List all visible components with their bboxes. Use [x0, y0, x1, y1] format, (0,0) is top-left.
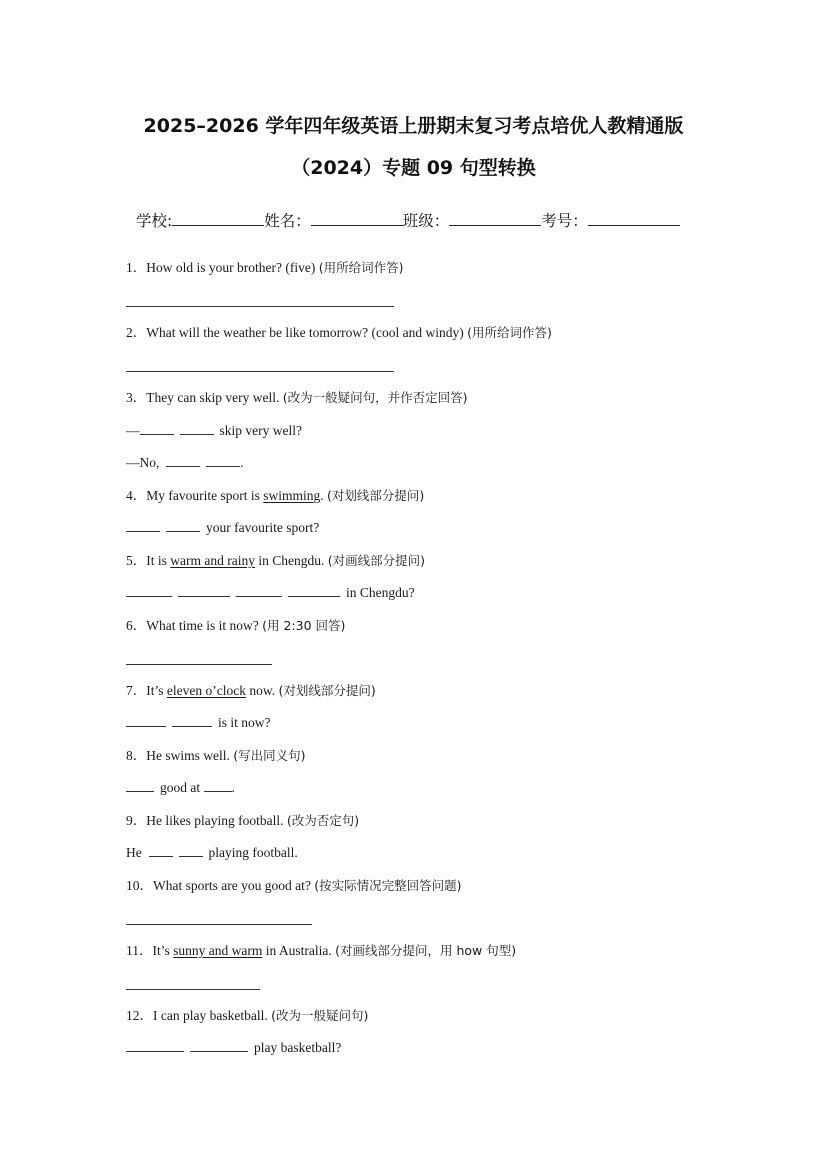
- answer-7: is it now?: [126, 714, 271, 732]
- question-11: 11．It’s sunny and warm in Australia. (对画线部分提问，用 how 句型): [126, 943, 517, 958]
- answer-8: good at .: [126, 779, 235, 797]
- blank[interactable]: [166, 519, 200, 532]
- blank[interactable]: [179, 844, 203, 857]
- answer-3a: — skip very well?: [126, 423, 302, 438]
- answer-line-11[interactable]: [126, 989, 260, 990]
- answer-3b: —No, .: [126, 455, 244, 470]
- answer-9: He playing football.: [126, 845, 298, 860]
- blank[interactable]: [126, 519, 160, 532]
- blank[interactable]: [180, 422, 214, 435]
- question-6: 6．What time is it now? (用 2:30 回答): [126, 618, 346, 633]
- blank[interactable]: [288, 584, 340, 597]
- school-label: 学校:: [136, 212, 173, 230]
- blank[interactable]: [126, 584, 172, 597]
- blank[interactable]: [236, 584, 282, 597]
- title-line-1: 2025–2026 学年四年级英语上册期末复习考点培优人教精通版: [143, 115, 684, 137]
- question-4: 4．My favourite sport is swimming. (对划线部分提问): [126, 488, 425, 503]
- question-3: 3．They can skip very well. (改为一般疑问句，并作否定回答): [126, 390, 468, 405]
- answer-line-10[interactable]: [126, 924, 312, 925]
- blank[interactable]: [206, 454, 240, 467]
- class-field[interactable]: [449, 210, 541, 226]
- blank[interactable]: [172, 714, 212, 727]
- answer-12: play basketball?: [126, 1039, 341, 1057]
- question-2: 2．What will the weather be like tomorrow? (cool and windy) (用所给词作答): [126, 325, 552, 340]
- blank[interactable]: [140, 422, 174, 435]
- blank[interactable]: [126, 714, 166, 727]
- question-7: 7．It’s eleven o’clock now. (对划线部分提问): [126, 683, 376, 698]
- name-label: 姓名：: [264, 212, 311, 230]
- question-8: 8．He swims well. (写出同义句): [126, 748, 306, 763]
- student-info-row: [136, 209, 696, 231]
- answer-line-1[interactable]: [126, 306, 394, 307]
- answer-5: in Chengdu?: [126, 584, 415, 602]
- class-label: 班级：: [402, 212, 450, 230]
- answer-line-2[interactable]: [126, 371, 394, 372]
- answer-4: your favourite sport?: [126, 519, 319, 537]
- question-1: 1．How old is your brother? (five) (用所给词作答): [126, 260, 404, 275]
- blank[interactable]: [126, 779, 154, 792]
- blank[interactable]: [149, 844, 173, 857]
- question-9: 9．He likes playing football. (改为否定句): [126, 813, 360, 828]
- school-field[interactable]: [172, 210, 264, 226]
- blank[interactable]: [190, 1039, 248, 1052]
- question-10: 10．What sports are you good at? (按实际情况完整回答问题): [126, 878, 462, 893]
- title-line-2: （2024）专题 09 句型转换: [291, 157, 536, 179]
- blank[interactable]: [204, 779, 232, 792]
- name-field[interactable]: [311, 210, 403, 226]
- blank[interactable]: [178, 584, 230, 597]
- blank[interactable]: [126, 1039, 184, 1052]
- question-12: 12．I can play basketball. (改为一般疑问句): [126, 1008, 369, 1023]
- blank[interactable]: [166, 454, 200, 467]
- question-5: 5．It is warm and rainy in Chengdu. (对画线部分提问): [126, 553, 425, 568]
- answer-line-6[interactable]: [126, 664, 272, 665]
- exam-no-label: 考号：: [541, 212, 588, 230]
- exam-no-field[interactable]: [588, 210, 680, 226]
